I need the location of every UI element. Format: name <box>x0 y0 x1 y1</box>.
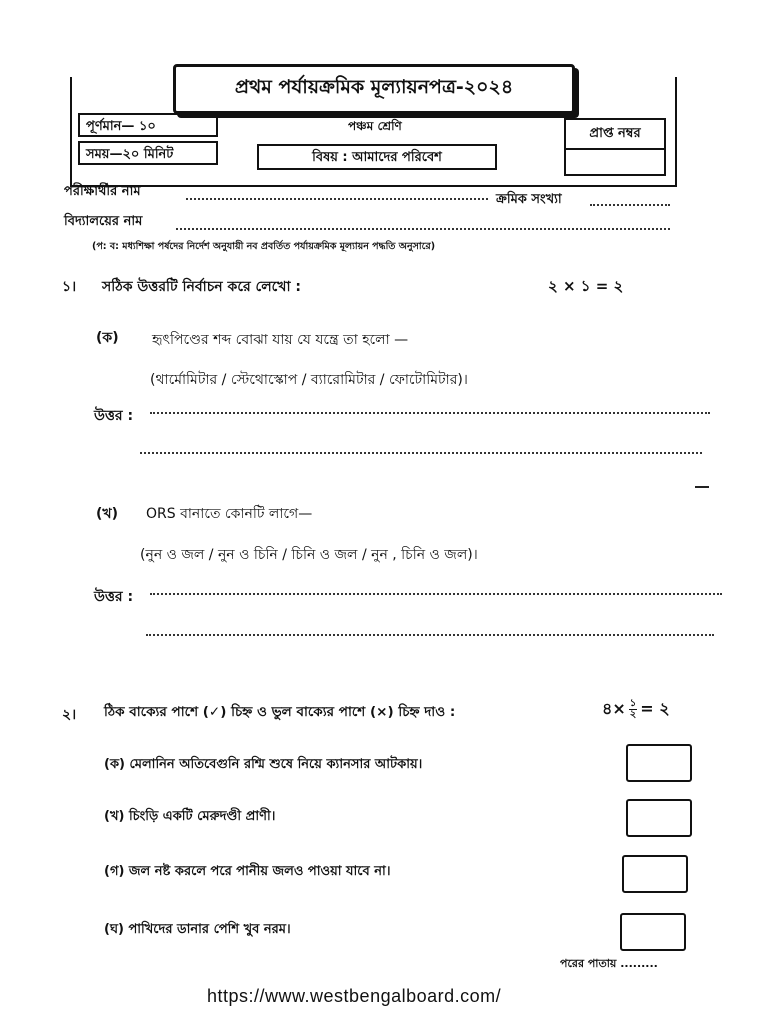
subject-box <box>257 144 497 170</box>
q1a-answer-line-2[interactable] <box>140 452 702 454</box>
q2-number: ২। <box>62 707 77 723</box>
exam-title: প্রথম পর্যায়ক্রমিক মূল্যায়নপত্র-২০২৪ <box>173 64 575 114</box>
source-url[interactable]: https://www.westbengalboard.com/ <box>207 986 502 1006</box>
next-page-note: পরের পাতায় ......... <box>560 957 658 970</box>
time: সময়—২০ মিনিট <box>86 147 174 162</box>
q1-number: ১। <box>62 279 77 295</box>
subject: বিষয় : আমাদের পরিবেশ <box>312 150 442 165</box>
q1-instruction: সঠিক উত্তরটি নির্বাচন করে লেখো : <box>102 279 301 295</box>
q2-marks-right: = ২ <box>640 699 670 718</box>
q2-item-a: (ক) মেলানিন অতিবেগুনি রশ্মি শুষে নিয়ে ক্যানসার আটকায়। <box>104 757 423 772</box>
q2-marks <box>602 696 670 723</box>
school-name-field[interactable] <box>176 228 670 230</box>
q1b-label: (খ) <box>96 506 118 522</box>
q2-instruction: ঠিক বাক্যের পাশে (✓) চিহ্ন ও ভুল বাক্যের পাশে (×) চিহ্ন দাও : <box>104 704 456 720</box>
q2-marks-fraction <box>629 699 638 720</box>
time-box <box>78 141 218 165</box>
school-name-label: বিদ্যালয়ের নাম <box>64 214 143 229</box>
class-label: পঞ্চম শ্রেণি <box>348 119 402 133</box>
q2-item-d-checkbox[interactable] <box>620 913 686 951</box>
q2-marks-numerator: ১ <box>629 698 637 709</box>
q1a-options: (থার্মোমিটার / স্টেথোস্কোপ / ব্যারোমিটার / ফোটোমিটার)। <box>150 372 468 388</box>
q1b-answer-line-1[interactable] <box>150 593 722 595</box>
student-name-label: পরীক্ষার্থীর নাম <box>64 184 141 199</box>
marks-obtained-label: প্রাপ্ত নম্বর <box>566 120 664 150</box>
q1-marks: ২ × ১ = ২ <box>548 277 624 295</box>
q2-marks-left: ৪× <box>602 699 626 718</box>
q1a-answer-label: উত্তর : <box>94 408 134 424</box>
q2-item-d: (ঘ) পাখিদের ডানার পেশি খুব নরম। <box>104 922 291 937</box>
full-marks-box <box>78 113 218 137</box>
full-marks: পূর্ণমান— ১০ <box>86 119 156 134</box>
q1a-answer-line-1[interactable] <box>150 412 710 414</box>
board-note: (প: ব: মধ্যশিক্ষা পর্ষদের নির্দেশ অনুযায়ী নব প্রবর্তিত পর্যায়ক্রমিক মূল্যায়ন পদ্ধতি অনুসারে) <box>92 241 436 252</box>
q2-item-c: (গ) জল নষ্ট করলে পরে পানীয় জলও পাওয়া যাবে না। <box>104 864 391 879</box>
q1b-text: ORS বানাতে কোনটি লাগে— <box>146 506 313 522</box>
marks-obtained-box <box>564 118 666 176</box>
stray-dash <box>695 486 709 488</box>
q2-item-c-checkbox[interactable] <box>622 855 688 893</box>
q1a-text: হৃৎপিণ্ডের শব্দ বোঝা যায় যে যন্ত্রে তা হলো — <box>152 332 409 348</box>
roll-field[interactable] <box>590 204 670 206</box>
q2-item-b-checkbox[interactable] <box>626 799 692 837</box>
q1b-options: (নুন ও জল / নুন ও চিনি / চিনি ও জল / নুন , চিনি ও জল)। <box>140 547 478 563</box>
q1a-label: (ক) <box>96 330 119 346</box>
student-name-field[interactable] <box>186 198 488 200</box>
q2-marks-denominator: ২ <box>629 709 637 720</box>
q1b-answer-label: উত্তর : <box>94 589 134 605</box>
q2-item-a-checkbox[interactable] <box>626 744 692 782</box>
roll-label: ক্রমিক সংখ্যা <box>496 192 562 207</box>
q1b-answer-line-2[interactable] <box>146 634 714 636</box>
q2-item-b: (খ) চিংড়ি একটি মেরুদণ্ডী প্রাণী। <box>104 809 276 824</box>
